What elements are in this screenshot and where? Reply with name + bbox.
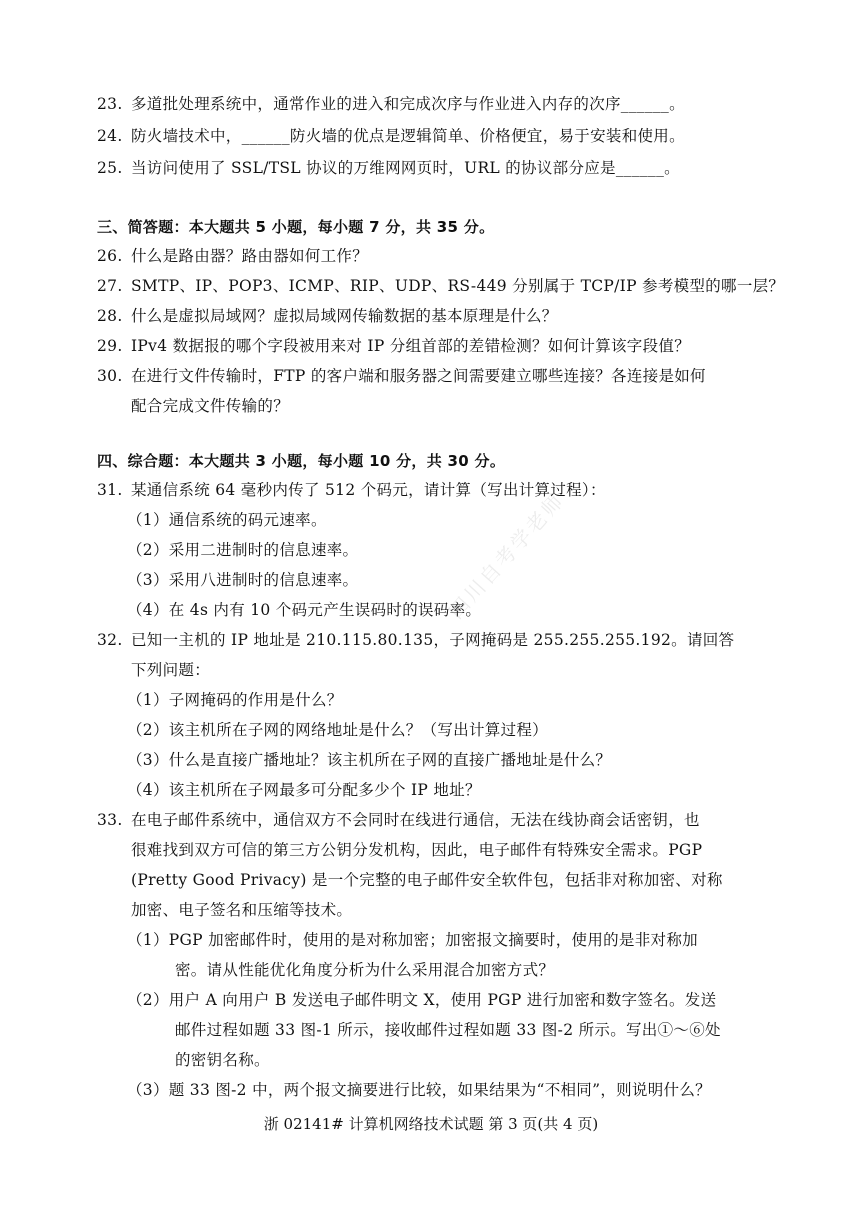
question-25	[97, 156, 680, 180]
question-number: 28.	[97, 307, 123, 325]
q33-sub-2-cont-1: 邮件过程如题 33 图-1 所示，接收邮件过程如题 33 图-2 所示。写出①～⑥处	[175, 1021, 721, 1039]
question-number: 27.	[97, 277, 123, 295]
question-text: 在进行文件传输时，FTP 的客户端和服务器之间需要建立哪些连接？各连接是如何	[131, 367, 706, 385]
question-text: SMTP、IP、POP3、ICMP、RIP、UDP、RS-449 分别属于 TCP/IP 参考模型的哪一层？	[131, 277, 785, 295]
q31-sub-1: （1）通信系统的码元速率。	[127, 511, 327, 529]
question-32	[97, 628, 734, 652]
question-33-cont-3: 加密、电子签名和压缩等技术。	[131, 901, 353, 919]
question-number: 26.	[97, 247, 123, 265]
section-4-heading: 四、综合题：本大题共 3 小题，每小题 10 分，共 30 分。	[97, 452, 506, 470]
question-31	[97, 478, 606, 502]
question-number: 31.	[97, 481, 123, 499]
q31-sub-2: （2）采用二进制时的信息速率。	[127, 541, 359, 559]
watermark: 四川自考学老师	[443, 487, 570, 624]
question-number: 33.	[97, 811, 123, 829]
question-text: IPv4 数据报的哪个字段被用来对 IP 分组首部的差错检测？如何计算该字段值？	[131, 337, 691, 355]
question-28	[97, 304, 558, 328]
question-number: 30.	[97, 367, 123, 385]
q31-sub-3: （3）采用八进制时的信息速率。	[127, 571, 359, 589]
question-number: 24.	[97, 127, 123, 145]
q33-sub-2: （2）用户 A 向用户 B 发送电子邮件明文 X，使用 PGP 进行加密和数字签名。发送	[127, 991, 717, 1009]
question-33-cont-2: (Pretty Good Privacy) 是一个完整的电子邮件安全软件包，包括非对称加密、对称	[131, 871, 723, 889]
question-text: 在电子邮件系统中，通信双方不会同时在线进行通信，无法在线协商会话密钥，也	[131, 811, 700, 829]
q32-sub-3: （3）什么是直接广播地址？该主机所在子网的直接广播地址是什么？	[127, 751, 612, 769]
question-23	[97, 92, 685, 116]
question-number: 29.	[97, 337, 123, 355]
question-26	[97, 244, 368, 268]
question-text: 当访问使用了 SSL/TSL 协议的万维网网页时，URL 的协议部分应是______。	[131, 159, 680, 177]
question-text: 什么是路由器？路由器如何工作？	[131, 247, 369, 265]
question-29	[97, 334, 690, 358]
section-3-heading: 三、简答题：本大题共 5 小题，每小题 7 分，共 35 分。	[97, 218, 495, 236]
question-text: 已知一主机的 IP 地址是 210.115.80.135，子网掩码是 255.255.255.192。请回答	[131, 631, 735, 649]
question-32-cont: 下列问题：	[131, 661, 211, 679]
question-text: 什么是虚拟局域网？虚拟局域网传输数据的基本原理是什么？	[131, 307, 558, 325]
q32-sub-4: （4）该主机所在子网最多可分配多少个 IP 地址？	[127, 781, 481, 799]
q32-sub-1: （1）子网掩码的作用是什么？	[127, 691, 343, 709]
q33-sub-1: （1）PGP 加密邮件时，使用的是对称加密；加密报文摘要时，使用的是非对称加	[127, 931, 698, 949]
question-number: 32.	[97, 631, 123, 649]
question-text: 多道批处理系统中，通常作业的进入和完成次序与作业进入内存的次序______。	[131, 95, 685, 113]
q32-sub-2: （2）该主机所在子网的网络地址是什么？（写出计算过程）	[127, 721, 548, 739]
q33-sub-3: （3）题 33 图-2 中，两个报文摘要进行比较，如果结果为“不相同”，则说明什么？	[127, 1081, 711, 1099]
question-text: 防火墙技术中，______防火墙的优点是逻辑简单、价格便宜，易于安装和使用。	[131, 127, 685, 145]
question-33	[97, 808, 700, 832]
question-number: 25.	[97, 159, 123, 177]
question-33-cont-1: 很难找到双方可信的第三方公钥分发机构，因此，电子邮件有特殊安全需求。PGP	[131, 841, 703, 859]
q33-sub-1-cont: 密。请从性能优化角度分析为什么采用混合加密方式？	[175, 961, 555, 979]
question-27	[97, 274, 784, 298]
question-30-cont: 配合完成文件传输的？	[131, 397, 290, 415]
q31-sub-4: （4）在 4s 内有 10 个码元产生误码时的误码率。	[127, 601, 482, 619]
question-24	[97, 124, 685, 148]
question-30	[97, 364, 706, 388]
question-text: 某通信系统 64 毫秒内传了 512 个码元，请计算（写出计算过程）：	[131, 481, 606, 499]
q33-sub-2-cont-2: 的密钥名称。	[175, 1051, 270, 1069]
page-footer: 浙 02141# 计算机网络技术试题 第 3 页(共 4 页)	[263, 1115, 599, 1133]
question-number: 23.	[97, 95, 123, 113]
